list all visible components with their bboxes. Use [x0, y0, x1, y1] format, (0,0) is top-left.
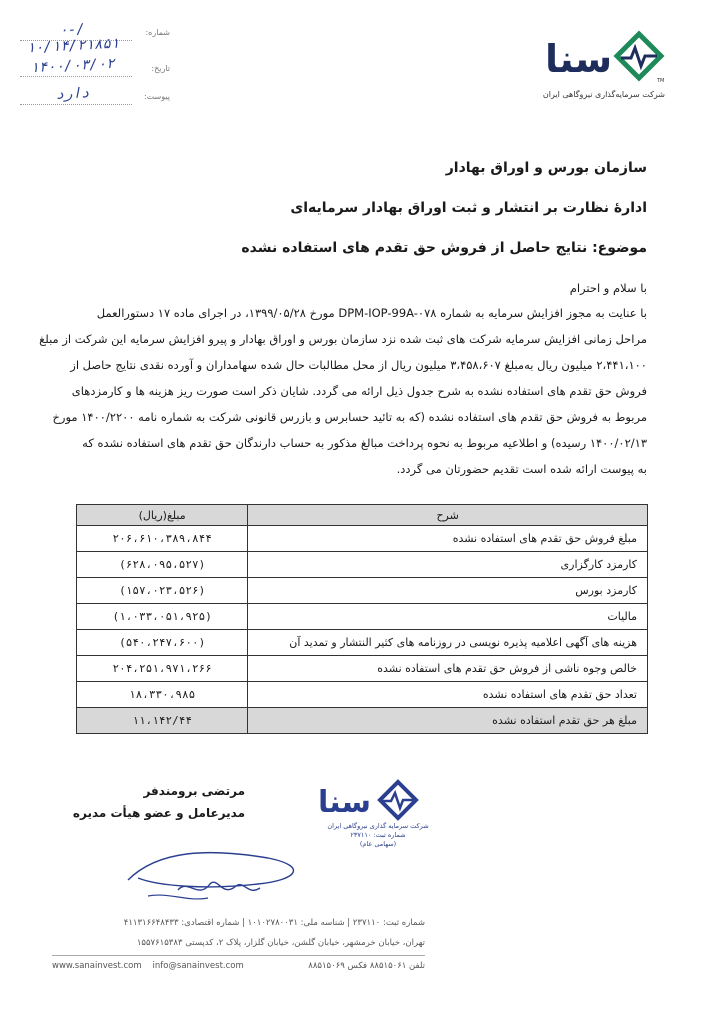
row-description: مبلغ هر حق تقدم استفاده نشده: [248, 708, 648, 734]
recipient-line-1: سازمان بورس و اوراق بهادار: [445, 160, 647, 176]
stamp-text: [318, 822, 438, 849]
footer-registration: شماره ثبت: ۲۳۷۱۱۰ | شناسه ملی: ۱۰۱۰۲۷۸۰۰۳۱ | شماره اقتصادی: ۴۱۱۳۱۶۶۴۸۴۳۳: [123, 918, 425, 928]
table-row-total: [77, 708, 648, 734]
row-description: تعداد حق تقدم های استفاده نشده: [248, 682, 648, 708]
footer-phone: تلفن ۸۸۵۱۵۰۶۱ فکس ۸۸۵۱۵۰۶۹: [308, 961, 425, 971]
svg-text:سنا: سنا: [545, 37, 613, 81]
row-description: کارمزد کارگزاری: [248, 552, 648, 578]
row-amount: (۱،۰۳۳،۰۵۱،۹۲۵): [77, 604, 248, 630]
letter-number-value: ۰-/۱۰/۱۴/۲۱۸۵۱: [26, 21, 120, 57]
divider: [52, 955, 425, 956]
svg-text:سنا: سنا: [318, 785, 372, 820]
footer-address: تهران، خیابان خرمشهر، خیابان گلشن، خیابان گلزار، پلاک ۲، کدپستی ۱۵۵۷۶۱۵۳۸۳: [136, 938, 425, 948]
body-line: فروش حق تقدم های استفاده نشده به شرح جدول ذیل ارائه می گردد. شایان ذکر است صورت ریز هزینه ها و کارمزدهای: [71, 384, 647, 398]
recipient-line-2: ادارهٔ نظارت بر انتشار و ثبت اوراق بهادار سرمایه‌ای: [290, 200, 647, 216]
costs-table: [76, 504, 648, 734]
row-amount: ۱۸،۳۳۰،۹۸۵: [77, 682, 248, 708]
subject: موضوع: نتایج حاصل از فروش حق تقدم های استفاده نشده: [241, 240, 647, 256]
body-line: مربوط به فروش حق تقدم های استفاده نشده (که به تائید حسابرس و بازرس قانونی شرکت به شماره نامه ۱۴۰۰/۲۲۰۰ مورخ: [52, 410, 647, 424]
company-name: شرکت سرمایه‌گذاری نیروگاهی ایران: [542, 90, 665, 99]
letter-date-value: ۱۴۰۰/۰۳/۰۲: [29, 55, 116, 77]
column-header-description: شرح: [248, 505, 648, 526]
stamp-registration: شماره ثبت: ۲۳۷۱۱۰: [350, 831, 406, 839]
body-line: ۲،۴۴۱،۱۰۰ میلیون ریال به‌مبلغ ۳،۴۵۸،۶۰۷ میلیون ریال از محل مطالبات حال شده سهامداران و آورده نقدی نتایج حاصل از: [70, 358, 647, 372]
stamp-company: شرکت سرمایه گذاری نیروگاهی ایران: [327, 822, 429, 830]
table-row: [77, 656, 648, 682]
body-line: ۱۴۰۰/۰۲/۱۳ رسیده) و اطلاعیه مربوط به نحوه پرداخت مبالغ مذکور به حساب دارندگان حق تقدم های استفاده نشده که: [82, 436, 647, 450]
table-header-row: [77, 505, 648, 526]
table-row: [77, 682, 648, 708]
divider: [20, 40, 132, 41]
table-row: [77, 630, 648, 656]
body-line: با عنایت به مجوز افزایش سرمایه به شماره DPM-IOP-99A-۰۷۸ مورخ ۱۳۹۹/۰۵/۲۸، در اجرای ماده ۱۷ دستورالعمل: [96, 306, 647, 320]
letter-date-field: [20, 55, 170, 80]
divider: [20, 104, 132, 105]
table-row: [77, 578, 648, 604]
svg-text:TM: TM: [657, 78, 665, 84]
attachment-value: دارد: [55, 85, 90, 103]
row-amount: (۶۲۸،۰۹۵،۵۲۷): [77, 552, 248, 578]
table-row: [77, 552, 648, 578]
footer-website[interactable]: www.sanainvest.com: [52, 961, 142, 971]
row-description: مالیات: [248, 604, 648, 630]
attachment-field: [20, 86, 170, 108]
row-description: مبلغ فروش حق تقدم های استفاده نشده: [248, 526, 648, 552]
row-amount: (۱۵۷،۰۲۳،۵۲۶): [77, 578, 248, 604]
table-row: [77, 526, 648, 552]
row-description: هزینه های آگهی اعلامیه پذیره نویسی در روزنامه های کثیر النتشار و تمدید آن: [248, 630, 648, 656]
divider: [20, 76, 132, 77]
letter-date-label: تاریخ:: [151, 64, 170, 73]
row-amount: (۵۴۰،۲۴۷،۶۰۰): [77, 630, 248, 656]
attachment-label: پیوست:: [143, 92, 170, 101]
column-header-amount: مبلغ(ریال): [77, 505, 248, 526]
signatory-title: مدیرعامل و عضو هیأت مدیره: [72, 806, 245, 820]
signatory-name: مرتضی برومندفر: [143, 784, 245, 798]
greeting: با سلام و احترام: [569, 281, 647, 295]
letter-number-field: [20, 21, 170, 57]
footer-email[interactable]: info@sanainvest.com: [152, 961, 244, 971]
row-description: خالص وجوه ناشی از فروش حق تقدم های استفاده نشده: [248, 656, 648, 682]
table-row: [77, 604, 648, 630]
body-line: مراحل زمانی افزایش سرمایه شرکت های ثبت شده نزد سازمان بورس و اوراق بهادار و پیرو افزایش سرمایه این شرکت از مبلغ: [39, 332, 647, 346]
row-amount: ۱۱،۱۴۲/۴۴: [77, 708, 248, 734]
body-line: به پیوست ارائه شده است تقدیم حضورتان می گردد.: [396, 462, 647, 476]
handwritten-signature: [118, 840, 318, 914]
row-description: کارمزد بورس: [248, 578, 648, 604]
stamp-type: (سهامی عام): [359, 840, 397, 848]
row-amount: ۲۰۴،۲۵۱،۹۷۱،۲۶۶: [77, 656, 248, 682]
letter-number-label: شماره:: [145, 28, 170, 37]
row-amount: ۲۰۶،۶۱۰،۳۸۹،۸۴۴: [77, 526, 248, 552]
footer-web-contact: [52, 961, 244, 971]
